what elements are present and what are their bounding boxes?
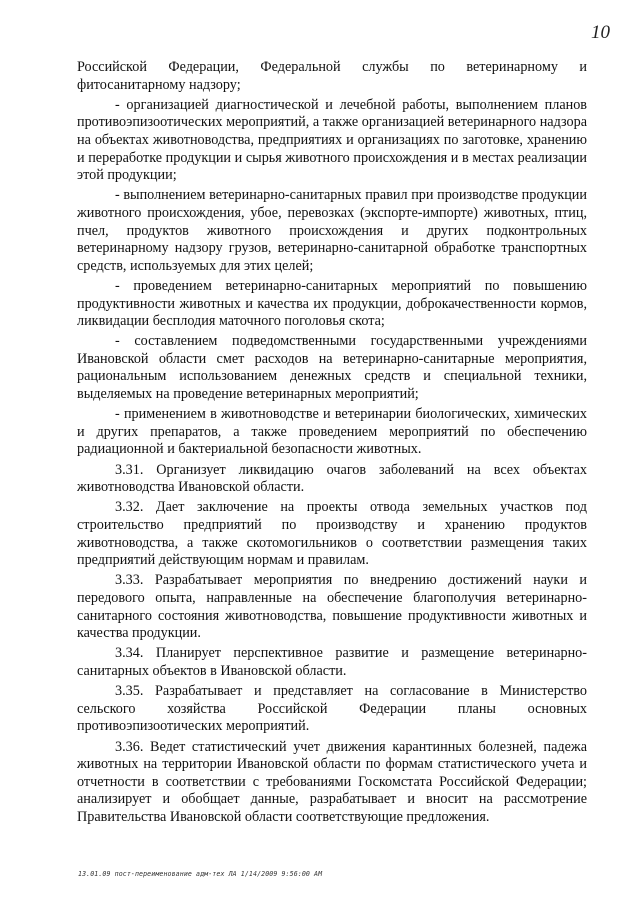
paragraph: 3.35. Разрабатывает и представляет на согласование в Министерство сельского хозяйства Российской Федерации планы основных противоэпизоотических мероприятий. — [77, 683, 587, 735]
paragraph: - организацией диагностической и лечебной работы, выполнением планов противоэпизоотических мероприятий, а также организацией ветеринарного надзора на объектах животноводства, предприятиях и организациях по заготовке, хранению и переработке продукции и сырья животного происхождения и в местах реализации этой продукции; — [77, 96, 587, 184]
paragraph: - проведением ветеринарно-санитарных мероприятий по повышению продуктивности животных и качества их продукции, доброкачественности кормов, ликвидации бесплодия маточного поголовья скота; — [77, 277, 587, 330]
paragraph: 3.32. Дает заключение на проекты отвода земельных участков под строительство предприятий по производству и хранению продуктов животноводства, а также скотомогильников о соответствии размещения таких предприятий действующим нормам и правилам. — [77, 499, 587, 569]
document-body — [77, 59, 587, 829]
paragraph: 3.34. Планирует перспективное развитие и размещение ветеринарно-санитарных объектов в Ивановской области. — [77, 645, 587, 679]
paragraph: 3.33. Разрабатывает мероприятия по внедрению достижений науки и передового опыта, направленные на обеспечение благополучия ветеринарно-санитарного состояния животноводства, повышение продуктивности животных и качества продукции. — [77, 572, 587, 642]
paragraph: Российской Федерации, Федеральной службы по ветеринарному и фитосанитарному надзору; — [77, 59, 587, 93]
paragraph: 3.31. Организует ликвидацию очагов заболеваний на всех объектах животноводства Ивановской области. — [77, 461, 587, 496]
document-footer: 13.01.09 пост-переименование адм-тех ЛА 1/14/2009 9:56:00 AM — [78, 870, 323, 878]
page-number: 10 — [591, 22, 610, 43]
paragraph: 3.36. Ведет статистический учет движения карантинных болезней, падежа животных на территории Ивановской области по формам статистического учета и отчетности в соответствии с требованиями Госкомстата Российской Федерации; анализирует и обобщает данные, разрабатывает и вносит на рассмотрение Правительства Ивановской области соответствующие предложения. — [77, 738, 587, 825]
paragraph: - составлением подведомственными государственными учреждениями Ивановской области смет расходов на ветеринарно-санитарные мероприятия, рациональным использованием денежных средств и специальной техники, выделяемых на проведение ветеринарных мероприятий; — [77, 333, 587, 403]
paragraph: - применением в животноводстве и ветеринарии биологических, химических и других препаратов, а также проведением мероприятий по обеспечению радиационной и бактериальной безопасности животных. — [77, 406, 587, 458]
paragraph: - выполнением ветеринарно-санитарных правил при производстве продукции животного происхождения, убое, перевозках (экспорте-импорте) животных, птиц, пчел, продуктов животного происхождения и других подконтрольных ветеринарному надзору грузов, ветеринарно-санитарной обработке транспортных средств, используемых для этих целей; — [77, 187, 587, 274]
